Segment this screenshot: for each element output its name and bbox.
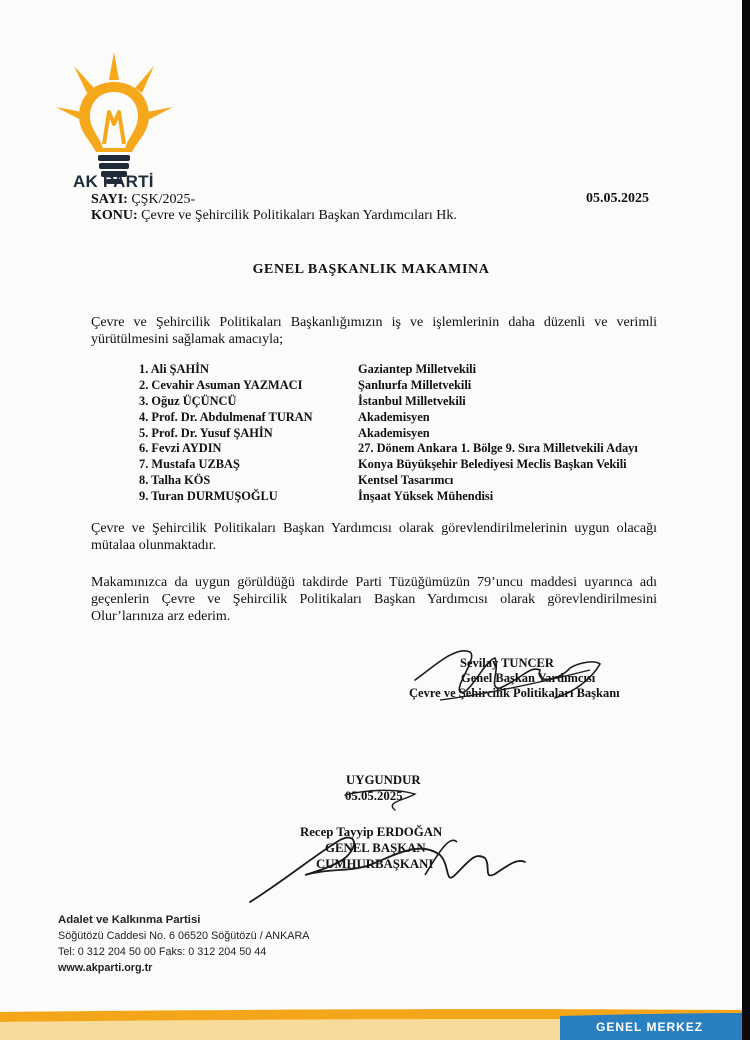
- appointee-role: Kentsel Tasarımcı: [358, 473, 454, 488]
- approval-label: UYGUNDUR: [346, 773, 421, 787]
- recipient-heading: GENEL BAŞKANLIK MAKAMINA: [252, 262, 490, 277]
- opinion-paragraph: Çevre ve Şehircilik Politikaları Başkan Yardımcısı olarak görevlendirilmelerinin uygun olacağı mütalaa olunmaktadır.: [91, 521, 657, 553]
- list-item: [139, 473, 679, 489]
- list-item: [139, 362, 679, 378]
- handwritten-signature-1: [360, 640, 660, 720]
- appointee-role: Konya Büyükşehir Belediyesi Meclis Başkan Vekili: [358, 457, 627, 472]
- signer-title: Genel Başkan Yardımcısı: [461, 671, 596, 685]
- appointee-role: İnşaat Yüksek Mühendisi: [358, 489, 494, 504]
- appointee-name: 2. Cevahir Asuman YAZMACI: [139, 377, 303, 392]
- footer-address: Söğütözü Caddesi No. 6 06520 Söğütözü / ANKARA: [58, 930, 310, 942]
- approver-name: Recep Tayyip ERDOĞAN: [300, 825, 443, 839]
- list-item: [139, 441, 679, 457]
- list-item: [139, 410, 679, 426]
- footer-org-name: Adalet ve Kalkınma Partisi: [58, 914, 201, 926]
- appointee-name: 7. Mustafa UZBAŞ: [139, 457, 240, 472]
- list-item: [139, 426, 679, 442]
- request-paragraph: Makamınızca da uygun görüldüğü takdirde Parti Tüzüğümüzün 79’uncu maddesi uyarınca adı geçenlerin Çevre ve Şehircilik Politikaları Başkan Yardımcısı olarak görevlendirilmesini Olur’larınıza arz ederim.: [91, 575, 657, 624]
- list-item: [139, 457, 679, 473]
- appointee-name: 9. Turan DURMUŞOĞLU: [139, 489, 278, 504]
- sayi-value: ÇŞK/2025-: [131, 192, 196, 207]
- appointee-role: 27. Dönem Ankara 1. Bölge 9. Sıra Milletvekili Adayı: [358, 441, 638, 456]
- appointee-name: 4. Prof. Dr. Abdulmenaf TURAN: [139, 409, 313, 424]
- footer-phone: Tel: 0 312 204 50 00 Faks: 0 312 204 50 44: [58, 946, 267, 958]
- appointee-name: 8. Talha KÖS: [139, 473, 211, 488]
- approval-date: 05.05.2025: [345, 789, 403, 803]
- list-item: [139, 394, 679, 410]
- approver-title-president: CUMHURBAŞKANI: [316, 857, 434, 871]
- konu-value: Çevre ve Şehircilik Politikaları Başkan Yardımcıları Hk.: [141, 208, 457, 223]
- document-date: 05.05.2025: [586, 191, 649, 206]
- appointee-role: Gaziantep Milletvekili: [358, 362, 477, 376]
- approver-title-chairman: GENEL BAŞKAN: [325, 841, 426, 855]
- intro-paragraph: Çevre ve Şehircilik Politikaları Başkanlığımızın iş ve işlemlerinin daha düzenli ve verimli yürütülmesini sağlamak amacıyla;: [91, 315, 657, 347]
- logo-wordmark: AK PARTİ: [73, 172, 154, 191]
- appointee-name: 3. Oğuz ÜÇÜNCÜ: [139, 393, 237, 408]
- footer-band-label: GENEL MERKEZ: [596, 1020, 704, 1034]
- sayi-label: SAYI:: [91, 192, 128, 207]
- konu-label: KONU:: [91, 208, 138, 223]
- footer-website: www.akparti.org.tr: [58, 962, 153, 974]
- appointee-name: 5. Prof. Dr. Yusuf ŞAHİN: [139, 425, 273, 440]
- signer-department: Çevre ve Şehircilik Politikaları Başkanı: [409, 686, 620, 700]
- appointee-name: 6. Fevzi AYDIN: [139, 441, 222, 456]
- signer-name: Sevilay TUNCER: [460, 656, 554, 670]
- subject-line: [91, 207, 457, 225]
- list-item: [139, 489, 679, 505]
- ak-parti-lightbulb-logo: [52, 52, 177, 192]
- list-item: [139, 378, 679, 394]
- appointee-role: Akademisyen: [358, 409, 430, 424]
- appointee-list: [139, 362, 679, 505]
- appointee-role: Akademisyen: [358, 425, 430, 440]
- appointee-role: Şanlıurfa Milletvekili: [358, 377, 472, 392]
- appointee-role: İstanbul Milletvekili: [358, 393, 466, 408]
- scan-border: [742, 0, 750, 1040]
- handwritten-signature-2: [245, 780, 545, 910]
- appointee-name: 1. Ali ŞAHİN: [139, 362, 209, 376]
